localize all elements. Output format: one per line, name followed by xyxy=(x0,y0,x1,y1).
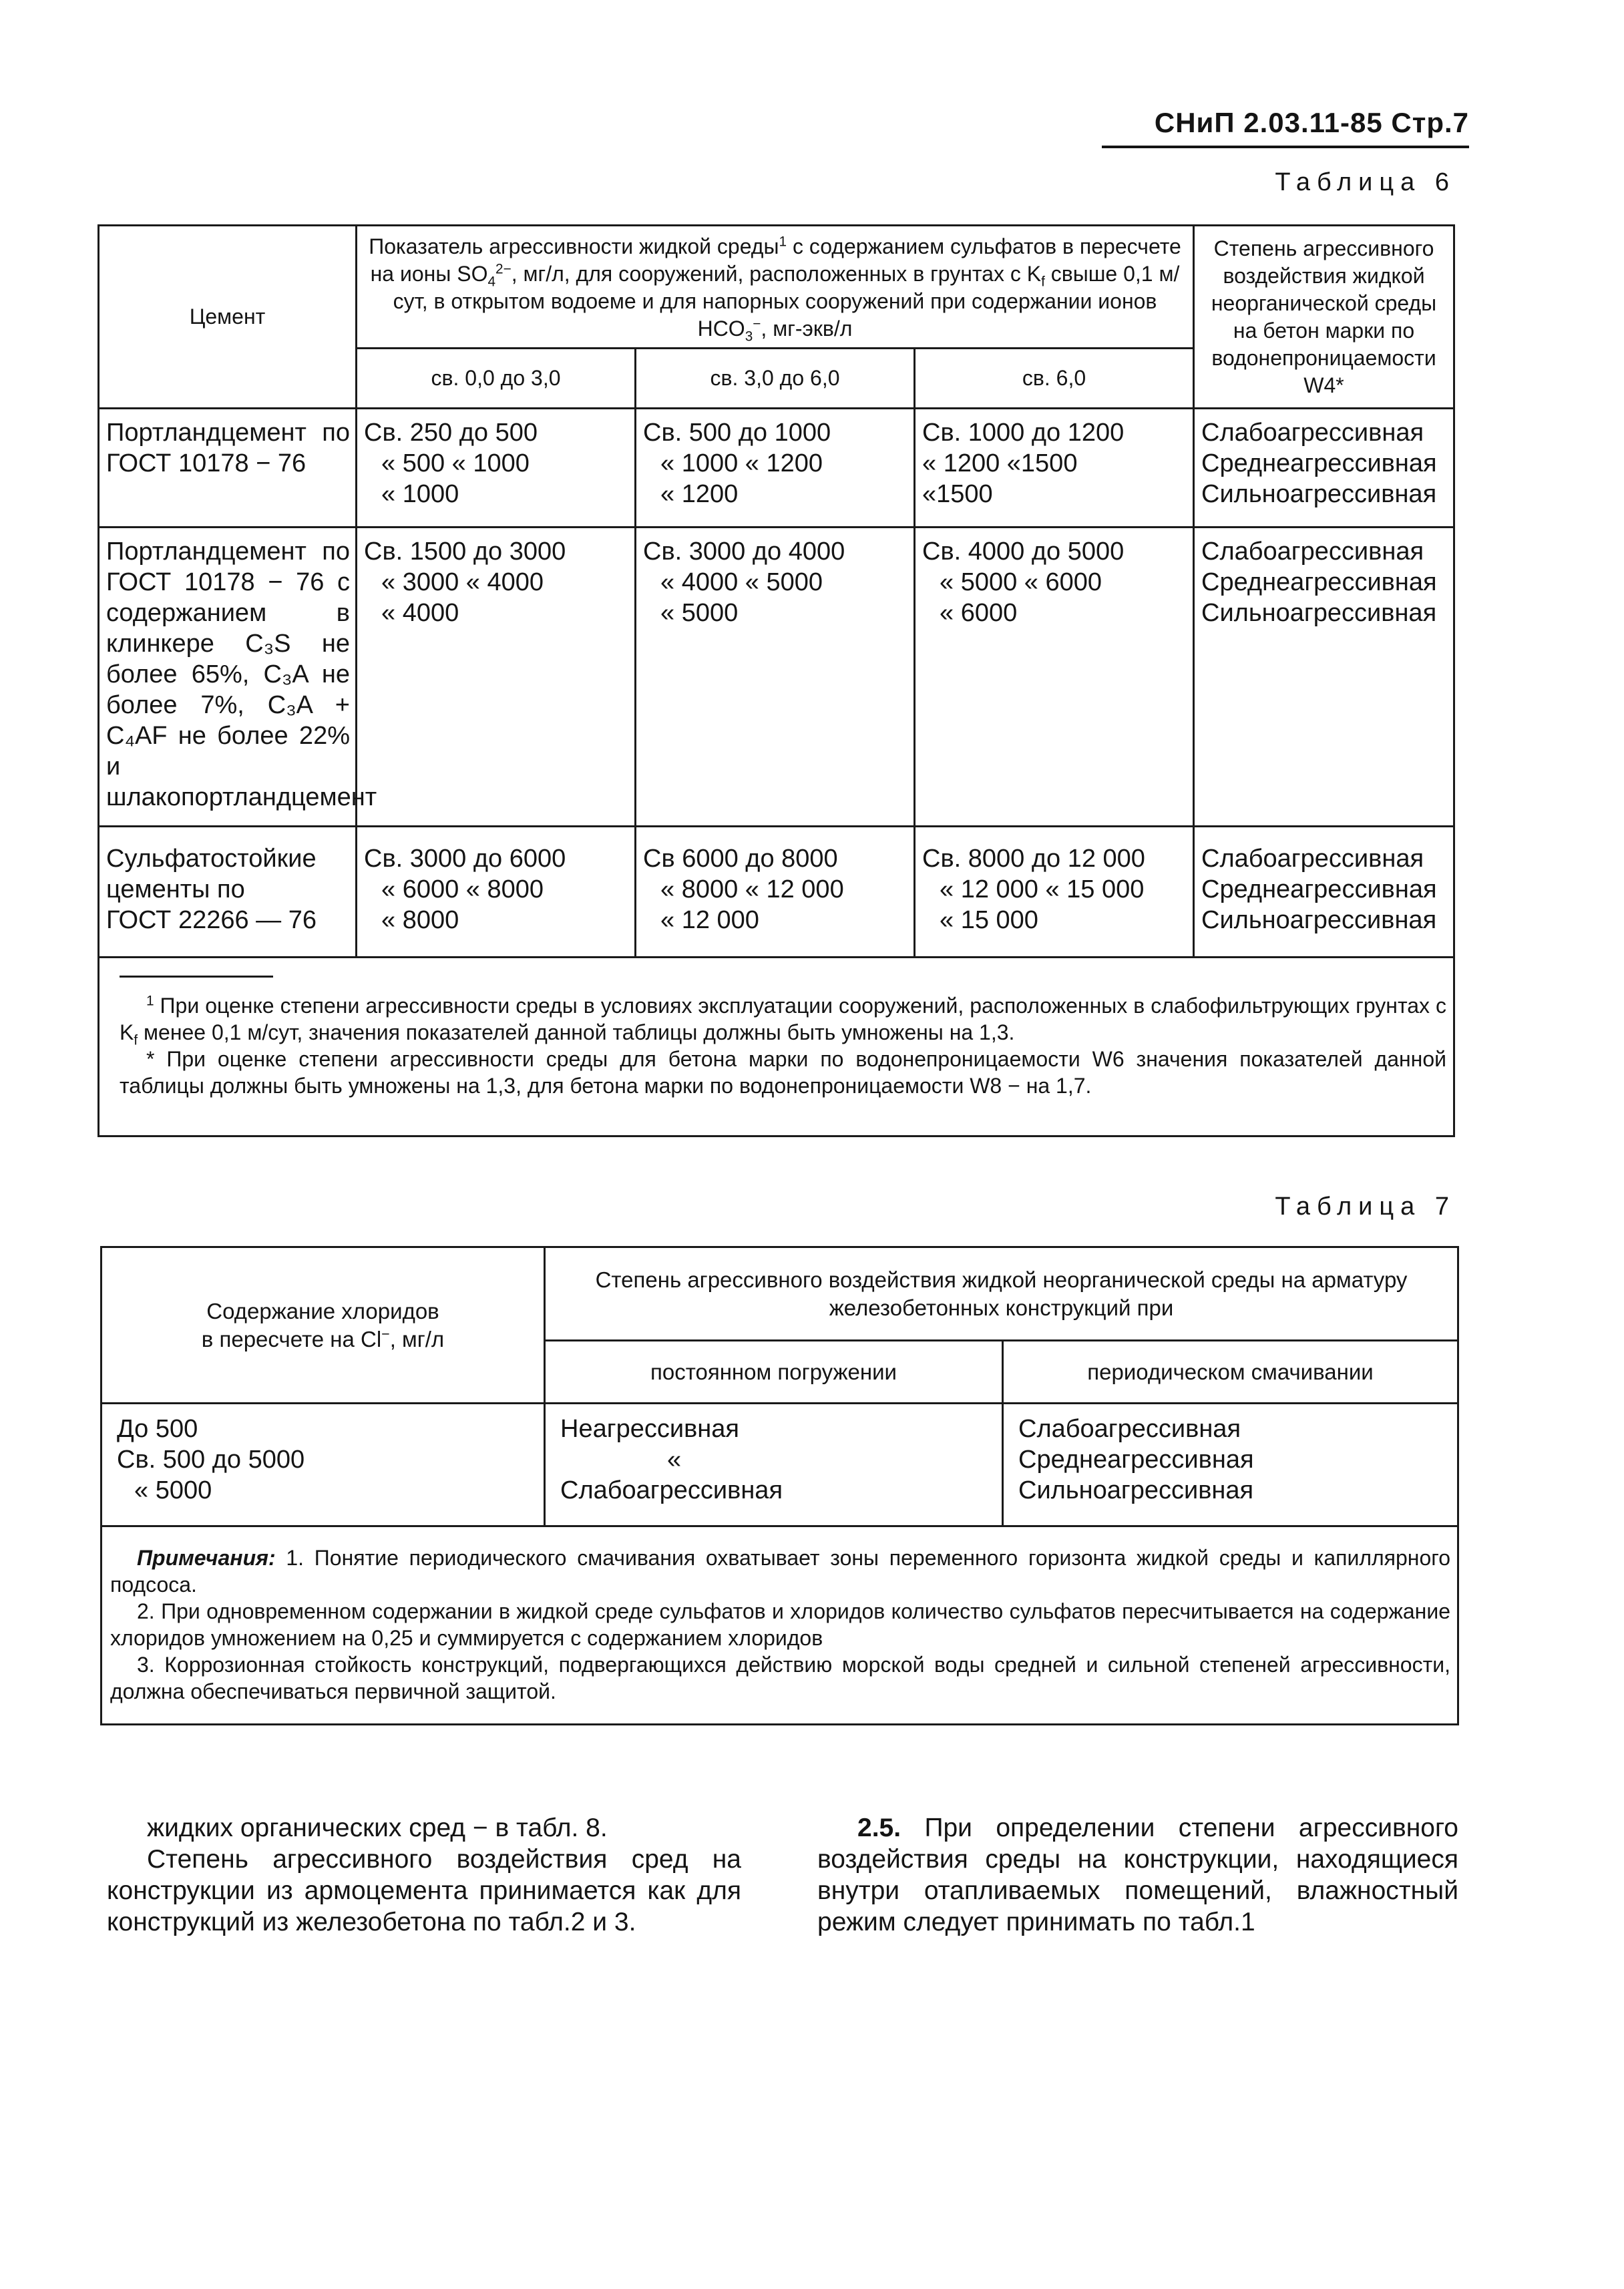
table6-row xyxy=(99,827,1454,958)
table7-degree-header: Степень агрессивного воздействия жидкой неорганической среды на арматуру железобетонных конструкций при xyxy=(545,1247,1458,1341)
table6-range-cell: Св. 8000 до 12 000 « 12 000 « 15 000 « 15 000 xyxy=(915,827,1194,958)
table6-degree-header: Степень агрессивного воздействия жидкой неорганической среды на бетон марки по водонепроницаемости W4* xyxy=(1194,226,1454,409)
table6-degree-cell: Слабоагрессивная Среднеагрессивная Сильноагрессивная xyxy=(1194,827,1454,958)
table6-cement-header: Цемент xyxy=(99,226,357,409)
table6-cement-cell: Портландцемент по ГОСТ 10178 − 76 xyxy=(99,409,357,528)
table6-range-cell: Св. 1000 до 1200 « 1200 «1500 «1500 xyxy=(915,409,1194,528)
note-3: 3. Коррозионная стойкость конструкций, подвергающихся действию морской воды средней и сильной степеней агрессивности, должна обеспечиваться первичной защитой. xyxy=(110,1653,1451,1703)
table7-chloride-header: Содержание хлоридов в пересчете на Cl−, мг/л xyxy=(102,1247,545,1404)
table6-footnotes xyxy=(99,958,1454,1136)
table7-constant-cell: Неагрессивная « Слабоагрессивная xyxy=(545,1404,1003,1526)
table6-range-cell: Св. 4000 до 5000 « 5000 « 6000 « 6000 xyxy=(915,528,1194,827)
note-2: 2. При одновременном содержании в жидкой среде сульфатов и хлоридов количество сульфатов пересчитывается на содержание хлоридов умножением на 0,25 и суммируется с содержанием хлоридов xyxy=(110,1599,1451,1650)
table6-range-cell: Св. 3000 до 4000 « 4000 « 5000 « 5000 xyxy=(636,528,915,827)
table7-row xyxy=(102,1404,1458,1526)
footnote-1: $^1$ При оценке степени агрессивности среды в условиях эксплуатации сооружений, расположенных в слабофильтрующих грунтах с $K_f$ менее 0,1 м/сут, значения показателей данной таблицы должны быть умножены на 1,3. xyxy=(120,993,1447,1048)
table7-caption: Таблица 7 xyxy=(1275,1193,1456,1221)
table6-degree-cell: Слабоагрессивная Среднеагрессивная Сильноагрессивная xyxy=(1194,528,1454,827)
table6-range-cell: Св. 1500 до 3000 « 3000 « 4000 « 4000 xyxy=(357,528,636,827)
footnote-rule xyxy=(120,976,273,978)
table6-subheader-3: св. 6,0 xyxy=(915,349,1194,409)
table6-indicator-header: Показатель агрессивности жидкой среды$^1$ с содержанием сульфатов в пересчете на ионы $SO_4^{2-}$, мг/л, для сооружений, расположенных в грунтах с $K_f$ свыше 0,1 м/сут, в открытом водоеме и для напорных сооружений при содержании ионов $HCO_3^-$, мг-экв/л xyxy=(357,226,1194,349)
table7-periodic-cell: Слабоагрессивная Среднеагрессивная Сильноагрессивная xyxy=(1003,1404,1458,1526)
right-column-text xyxy=(817,1812,1458,1938)
table6 xyxy=(97,224,1455,1137)
table7-subheader-constant: постоянном погружении xyxy=(545,1341,1003,1404)
table6-row xyxy=(99,409,1454,528)
table6-cement-cell: Сульфатостойкие цементы по ГОСТ 22266 — 76 xyxy=(99,827,357,958)
table7-subheader-periodic: периодическом смачивании xyxy=(1003,1341,1458,1404)
table6-range-cell: Св. 3000 до 6000 « 6000 « 8000 « 8000 xyxy=(357,827,636,958)
right-paragraph: 2.5. При определении степени агрессивного воздействия среды на конструкции, находящиеся внутри отапливаемых помещений, влажностный режим следует принимать по табл.1 xyxy=(817,1814,1458,1936)
table6-subheader-1: св. 0,0 до 3,0 xyxy=(357,349,636,409)
page-header: СНиП 2.03.11-85 Стр.7 xyxy=(1154,107,1469,138)
table6-range-cell: Св. 500 до 1000 « 1000 « 1200 « 1200 xyxy=(636,409,915,528)
left-column-text xyxy=(107,1812,741,1938)
table6-degree-cell: Слабоагрессивная Среднеагрессивная Сильноагрессивная xyxy=(1194,409,1454,528)
note-1: Примечания: 1. Понятие периодического смачивания охватывает зоны переменного горизонта жидкой среды и капиллярного подсоса. xyxy=(110,1546,1451,1597)
table6-range-cell: Св. 250 до 500 « 500 « 1000 « 1000 xyxy=(357,409,636,528)
footnote-2: * При оценке степени агрессивности среды для бетона марки по водонепроницаемости W6 значения показателей данной таблицы должны быть умножены на 1,3, для бетона марки по водонепроницаемости W8 − на 1,7. xyxy=(120,1047,1447,1098)
table6-row xyxy=(99,528,1454,827)
table7-chloride-cell: До 500 Св. 500 до 5000 « 5000 xyxy=(102,1404,545,1526)
table6-cement-cell: Портландцемент по ГОСТ 10178 − 76 с содержанием в клинкере C₃S не более 65%, C₃A не более 7%, C₃A + C₄AF не более 22% и шлакопортландцемент xyxy=(99,528,357,827)
table6-subheader-2: св. 3,0 до 6,0 xyxy=(636,349,915,409)
table7-notes xyxy=(102,1526,1458,1725)
header-rule xyxy=(1102,146,1469,148)
left-paragraph-1: жидких органических сред − в табл. 8. xyxy=(147,1814,608,1842)
left-paragraph-2: Степень агрессивного воздействия сред на конструкции из армоцемента принимается как для конструкций из железобетона по табл.2 и 3. xyxy=(107,1845,741,1936)
table6-range-cell: Св 6000 до 8000 « 8000 « 12 000 « 12 000 xyxy=(636,827,915,958)
table7 xyxy=(100,1246,1459,1725)
table6-caption: Таблица 6 xyxy=(1275,168,1456,196)
